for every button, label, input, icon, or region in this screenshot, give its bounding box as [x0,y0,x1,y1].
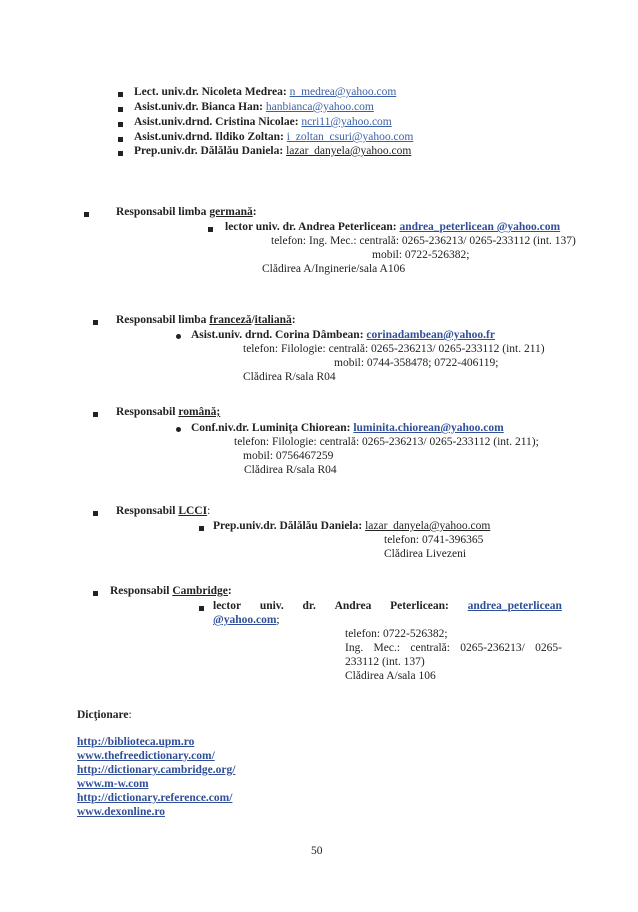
bullet-icon [118,137,123,142]
contact-row [134,100,374,114]
contact-row [134,85,396,99]
bullet-icon [176,427,181,432]
section-heading: Responsabil limba franceză/italiană: [116,314,296,326]
ing-line: Ing. Mec.: centrală: 0265-236213/ 0265- [345,642,562,654]
page-number: 50 [311,845,323,857]
email-link[interactable]: @yahoo.com [213,614,277,626]
section-heading: Responsabil LCCI: [116,505,211,517]
contact-email-link[interactable]: lazar_danyela@yahoo.com [286,145,412,157]
location-line: Clădirea R/sala R04 [243,371,336,383]
contact-email-link[interactable]: i_zoltan_csuri@yahoo.com [286,131,414,143]
ing-line-continued: 233112 (int. 137) [345,656,425,668]
dictionary-link[interactable]: http://biblioteca.upm.ro [77,736,195,748]
dictionary-link[interactable]: http://dictionary.cambridge.org/ [77,764,236,776]
bullet-icon [176,334,181,339]
phone-line: telefon: Ing. Mec.: centrală: 0265-236213/ 0265-233112 (int. 137) [271,235,576,247]
mobile-line: mobil: 0744-358478; 0722-406119; [334,357,499,369]
phone-line: telefon: Filologie: centrală: 0265-236213/ 0265-233112 (int. 211) [243,343,545,355]
contact-name: Lect. univ.dr. Nicoleta Medrea: [134,86,287,98]
bullet-icon [93,511,98,516]
location-line: Clădirea R/sala R04 [244,464,337,476]
dictionaries-heading: Dicţionare: [77,709,132,721]
bullet-icon [118,107,123,112]
responsible-person: lector univ. dr. Andrea Peterlicean: andrea_peterlicean [213,600,562,612]
bullet-icon [93,412,98,417]
contact-name: Asist.univ.dr. Bianca Han: [134,101,263,113]
section-heading: Responsabil limba germană: [116,206,257,218]
phone-line: telefon: 0741-396365 [384,534,484,546]
bullet-icon [199,526,204,531]
dictionary-link[interactable]: http://dictionary.reference.com/ [77,792,233,804]
email-continuation: @yahoo.com; [213,614,280,626]
bullet-icon [118,151,123,156]
email-link[interactable]: lazar_danyela@yahoo.com [365,520,491,532]
location-line: Clădirea A/sala 106 [345,670,436,682]
responsible-person: lector univ. dr. Andrea Peterlicean: andrea_peterlicean @yahoo.com [225,221,561,233]
bullet-icon [118,122,123,127]
contact-row [134,130,413,144]
contact-name: Asist.univ.drnd. Ildiko Zoltan: [134,131,284,143]
contact-name: Prep.univ.dr. Dălălău Daniela: [134,145,284,157]
bullet-icon [208,227,213,232]
contact-email-link[interactable]: ncri11@yahoo.com [301,116,392,128]
email-link[interactable]: andrea_peterlicean [467,600,562,612]
bullet-icon [84,212,89,217]
contact-email-link[interactable]: hanbianca@yahoo.com [265,101,374,113]
contact-name: Asist.univ.drnd. Cristina Nicolae: [134,116,299,128]
bullet-icon [93,591,98,596]
mobile-line: mobil: 0756467259 [243,450,334,462]
mobile-line: mobil: 0722-526382; [372,249,470,261]
responsible-person: Asist.univ. drnd. Corina Dâmbean: corinadambean@yahoo.fr [191,329,495,341]
dictionary-link[interactable]: www.dexonline.ro [77,806,165,818]
email-link[interactable]: luminita.chiorean@yahoo.com [353,422,504,434]
phone-line: telefon: Filologie: centrală: 0265-236213/ 0265-233112 (int. 211); [234,436,539,448]
bullet-icon [118,92,123,97]
responsible-person: Prep.univ.dr. Dălălău Daniela: lazar_danyela@yahoo.com [213,520,491,532]
email-link[interactable]: andrea_peterlicean @yahoo.com [399,221,561,233]
dictionary-link[interactable]: www.m-w.com [77,778,149,790]
contact-email-link[interactable]: n_medrea@yahoo.com [289,86,397,98]
responsible-person: Conf.niv.dr. Luminiţa Chiorean: luminita.chiorean@yahoo.com [191,422,504,434]
email-link[interactable]: corinadambean@yahoo.fr [366,329,495,341]
section-heading: Responsabil română; [116,406,221,418]
location-line: Clădirea A/Inginerie/sala A106 [262,263,406,275]
bullet-icon [93,320,98,325]
section-heading: Responsabil Cambridge: [110,585,232,597]
bullet-icon [199,606,204,611]
location-line: Clădirea Livezeni [384,548,467,560]
contact-row [134,115,392,129]
dictionary-link[interactable]: www.thefreedictionary.com/ [77,750,215,762]
phone-line: telefon: 0722-526382; [345,628,448,640]
contact-row [134,144,411,158]
